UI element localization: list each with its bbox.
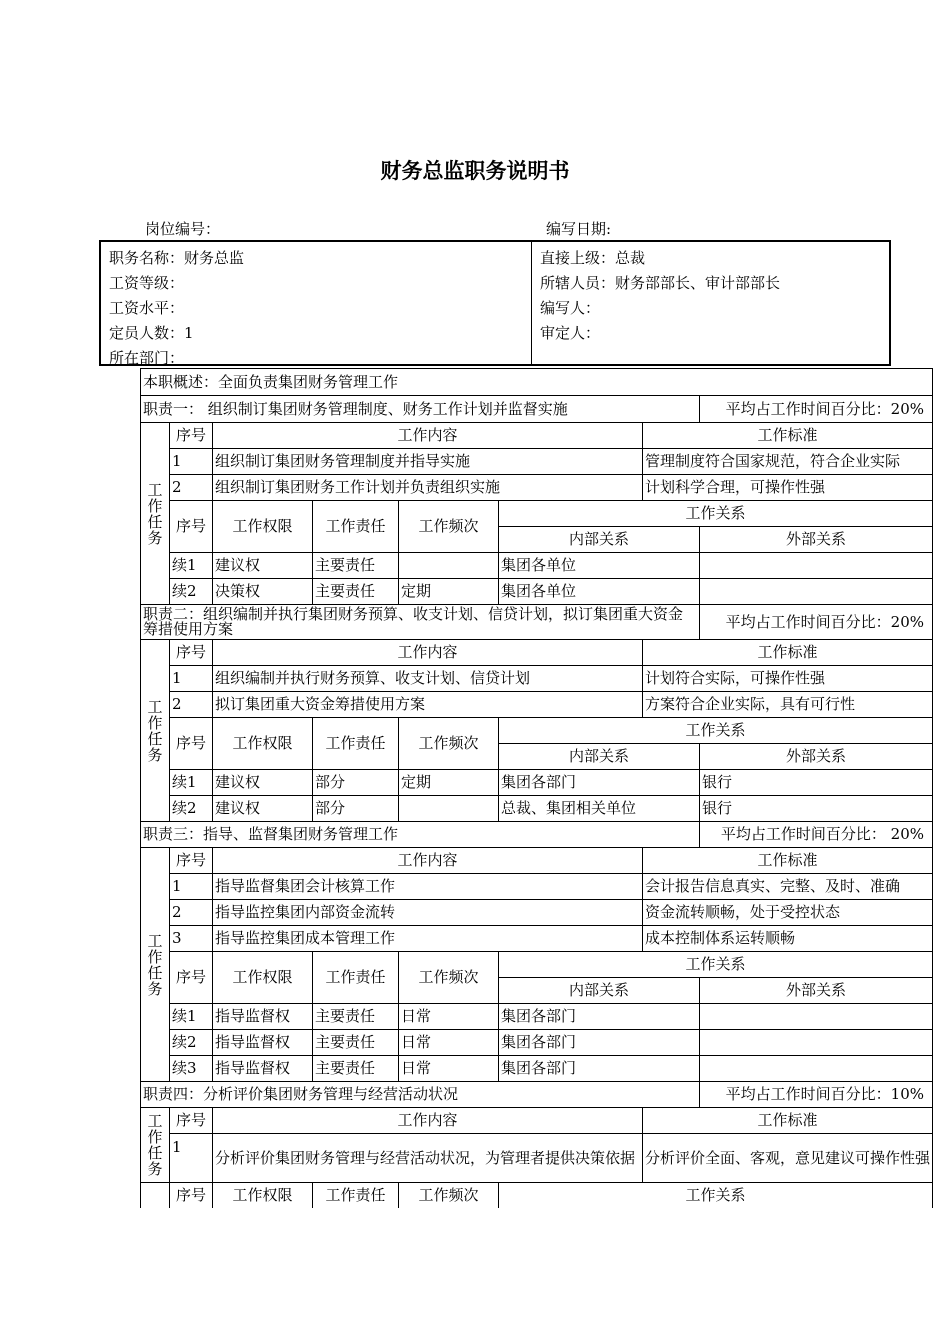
row-authority: 指导监督权 <box>213 1004 313 1030</box>
table-row <box>141 1134 933 1183</box>
job-summary: 本职概述：全面负责集团财务管理工作 <box>141 369 933 396</box>
duty-4-title: 职责四：分析评价集团财务管理与经营活动状况 <box>141 1082 700 1108</box>
internal-header: 内部关系 <box>499 978 700 1004</box>
task-content: 指导监督集团会计核算工作 <box>213 874 643 900</box>
row-authority: 建议权 <box>213 553 313 579</box>
subordinates: 所辖人员：财务部部长、审计部部长 <box>540 274 781 292</box>
task-standard: 计划科学合理，可操作性强 <box>643 475 933 501</box>
internal-header: 内部关系 <box>499 527 700 553</box>
seq-header: 序号 <box>170 423 213 449</box>
task-standard: 计划符合实际，可操作性强 <box>643 666 933 692</box>
task-standard: 方案符合企业实际，具有可行性 <box>643 692 933 718</box>
task-content: 指导监控集团内部资金流转 <box>213 900 643 926</box>
duty-1-pct: 平均占工作时间百分比：20% <box>700 396 933 423</box>
standard-header: 工作标准 <box>643 848 933 874</box>
row-no: 续3 <box>170 1056 213 1082</box>
authority-header: 工作权限 <box>213 718 313 770</box>
frequency-header: 工作频次 <box>399 501 499 553</box>
task-standard: 管理制度符合国家规范，符合企业实际 <box>643 449 933 475</box>
authority-header: 工作权限 <box>213 501 313 553</box>
duty-table <box>140 368 933 1208</box>
duty-2-title: 职责二：组织编制并执行集团财务预算、收支计划、信贷计划，拟订集团重大资金筹措使用方案 <box>141 605 700 640</box>
standard-header: 工作标准 <box>643 1108 933 1134</box>
duty-4-task-label: 工 作 任 务 <box>141 1108 170 1183</box>
salary-grade: 工资等级： <box>109 274 185 292</box>
task-no: 2 <box>170 900 213 926</box>
task-standard: 分析评价全面、客观，意见建议可操作性强 <box>643 1134 933 1183</box>
blank-cell <box>141 1183 170 1209</box>
row-internal: 集团各部门 <box>499 1030 700 1056</box>
content-header: 工作内容 <box>213 848 643 874</box>
task-no: 2 <box>170 475 213 501</box>
row-no: 续2 <box>170 796 213 822</box>
row-responsibility: 主要责任 <box>313 1030 399 1056</box>
approver: 审定人： <box>540 324 601 342</box>
table-row <box>141 475 933 501</box>
row-no: 续2 <box>170 1030 213 1056</box>
row-external <box>700 553 933 579</box>
task-standard: 资金流转顺畅，处于受控状态 <box>643 900 933 926</box>
row-responsibility: 主要责任 <box>313 553 399 579</box>
table-row <box>141 770 933 796</box>
row-frequency: 定期 <box>399 770 499 796</box>
content-header: 工作内容 <box>213 423 643 449</box>
frequency-header: 工作频次 <box>399 952 499 1004</box>
row-external: 银行 <box>700 796 933 822</box>
row-authority: 建议权 <box>213 796 313 822</box>
table-row <box>141 1004 933 1030</box>
row-frequency <box>399 553 499 579</box>
external-header: 外部关系 <box>700 978 933 1004</box>
task-no: 2 <box>170 692 213 718</box>
task-standard: 成本控制体系运转顺畅 <box>643 926 933 952</box>
standard-header: 工作标准 <box>643 640 933 666</box>
basic-info-box <box>99 240 891 366</box>
row-authority: 决策权 <box>213 579 313 605</box>
table-row <box>141 666 933 692</box>
seq-header: 序号 <box>170 1108 213 1134</box>
row-internal: 集团各部门 <box>499 770 700 796</box>
row-external <box>700 1030 933 1056</box>
salary-level: 工资水平： <box>109 299 185 317</box>
info-right-column <box>540 246 780 346</box>
row-responsibility: 主要责任 <box>313 579 399 605</box>
responsibility-header: 工作责任 <box>313 501 399 553</box>
duty-2-task-label: 工 作 任 务 <box>141 640 170 822</box>
row-internal: 总裁、集团相关单位 <box>499 796 700 822</box>
job-title: 职务名称：财务总监 <box>109 249 245 267</box>
table-row <box>141 1030 933 1056</box>
table-row <box>141 449 933 475</box>
relation-header: 工作关系 <box>499 952 933 978</box>
row-authority: 建议权 <box>213 770 313 796</box>
row-responsibility: 部分 <box>313 770 399 796</box>
external-header: 外部关系 <box>700 527 933 553</box>
duty-1-title: 职责一： 组织制订集团财务管理制度、财务工作计划并监督实施 <box>141 396 700 423</box>
author: 编写人： <box>540 299 601 317</box>
row-frequency: 日常 <box>399 1056 499 1082</box>
row-internal: 集团各单位 <box>499 579 700 605</box>
task-content: 组织制订集团财务工作计划并负责组织实施 <box>213 475 643 501</box>
relation-header: 工作关系 <box>499 718 933 744</box>
external-header: 外部关系 <box>700 744 933 770</box>
task-no: 1 <box>170 1134 213 1183</box>
row-internal: 集团各单位 <box>499 553 700 579</box>
row-no: 续2 <box>170 579 213 605</box>
table-row <box>141 926 933 952</box>
task-no: 1 <box>170 666 213 692</box>
row-responsibility: 主要责任 <box>313 1004 399 1030</box>
task-no: 1 <box>170 449 213 475</box>
row-internal: 集团各部门 <box>499 1056 700 1082</box>
internal-header: 内部关系 <box>499 744 700 770</box>
page-title: 财务总监职务说明书 <box>380 159 570 183</box>
table-row <box>141 579 933 605</box>
frequency-header: 工作频次 <box>399 1183 499 1209</box>
seq-header: 序号 <box>170 501 213 553</box>
responsibility-header: 工作责任 <box>313 952 399 1004</box>
seq-header: 序号 <box>170 1183 213 1209</box>
post-number-label: 岗位编号： <box>145 220 221 238</box>
row-responsibility: 部分 <box>313 796 399 822</box>
table-row <box>141 1056 933 1082</box>
table-row <box>141 692 933 718</box>
seq-header: 序号 <box>170 848 213 874</box>
info-divider <box>531 242 532 364</box>
row-external <box>700 1056 933 1082</box>
seq-header: 序号 <box>170 952 213 1004</box>
standard-header: 工作标准 <box>643 423 933 449</box>
table-row <box>141 874 933 900</box>
row-frequency <box>399 796 499 822</box>
department: 所在部门： <box>109 349 185 367</box>
task-content: 组织编制并执行财务预算、收支计划、信贷计划 <box>213 666 643 692</box>
row-frequency: 日常 <box>399 1030 499 1056</box>
duty-3-task-label: 工 作 任 务 <box>141 848 170 1082</box>
seq-header: 序号 <box>170 718 213 770</box>
responsibility-header: 工作责任 <box>313 1183 399 1209</box>
direct-superior: 直接上级：总裁 <box>540 249 646 267</box>
task-content: 拟订集团重大资金筹措使用方案 <box>213 692 643 718</box>
duty-2-pct: 平均占工作时间百分比：20% <box>700 605 933 640</box>
responsibility-header: 工作责任 <box>313 718 399 770</box>
table-row <box>141 796 933 822</box>
row-authority: 指导监督权 <box>213 1056 313 1082</box>
content-header: 工作内容 <box>213 640 643 666</box>
row-external: 银行 <box>700 770 933 796</box>
row-internal: 集团各部门 <box>499 1004 700 1030</box>
table-row <box>141 900 933 926</box>
task-content: 组织制订集团财务管理制度并指导实施 <box>213 449 643 475</box>
authority-header: 工作权限 <box>213 1183 313 1209</box>
frequency-header: 工作频次 <box>399 718 499 770</box>
row-frequency: 日常 <box>399 1004 499 1030</box>
duty-3-title: 职责三：指导、监督集团财务管理工作 <box>141 822 700 848</box>
duty-4-pct: 平均占工作时间百分比：10% <box>700 1082 933 1108</box>
row-frequency: 定期 <box>399 579 499 605</box>
task-no: 3 <box>170 926 213 952</box>
row-no: 续1 <box>170 1004 213 1030</box>
row-no: 续1 <box>170 553 213 579</box>
row-external <box>700 1004 933 1030</box>
duty-3-pct: 平均占工作时间百分比： 20% <box>700 822 933 848</box>
task-standard: 会计报告信息真实、完整、及时、准确 <box>643 874 933 900</box>
task-content: 分析评价集团财务管理与经营活动状况，为管理者提供决策依据 <box>213 1134 643 1183</box>
row-authority: 指导监督权 <box>213 1030 313 1056</box>
row-external <box>700 579 933 605</box>
task-content: 指导监控集团成本管理工作 <box>213 926 643 952</box>
row-no: 续1 <box>170 770 213 796</box>
table-row <box>141 553 933 579</box>
duty-1-task-label: 工 作 任 务 <box>141 423 170 605</box>
headcount: 定员人数：1 <box>109 324 194 342</box>
info-left-column <box>109 246 244 371</box>
row-responsibility: 主要责任 <box>313 1056 399 1082</box>
task-no: 1 <box>170 874 213 900</box>
relation-header: 工作关系 <box>499 1183 933 1209</box>
write-date-label: 编写日期: <box>546 220 612 238</box>
authority-header: 工作权限 <box>213 952 313 1004</box>
seq-header: 序号 <box>170 640 213 666</box>
content-header: 工作内容 <box>213 1108 643 1134</box>
relation-header: 工作关系 <box>499 501 933 527</box>
